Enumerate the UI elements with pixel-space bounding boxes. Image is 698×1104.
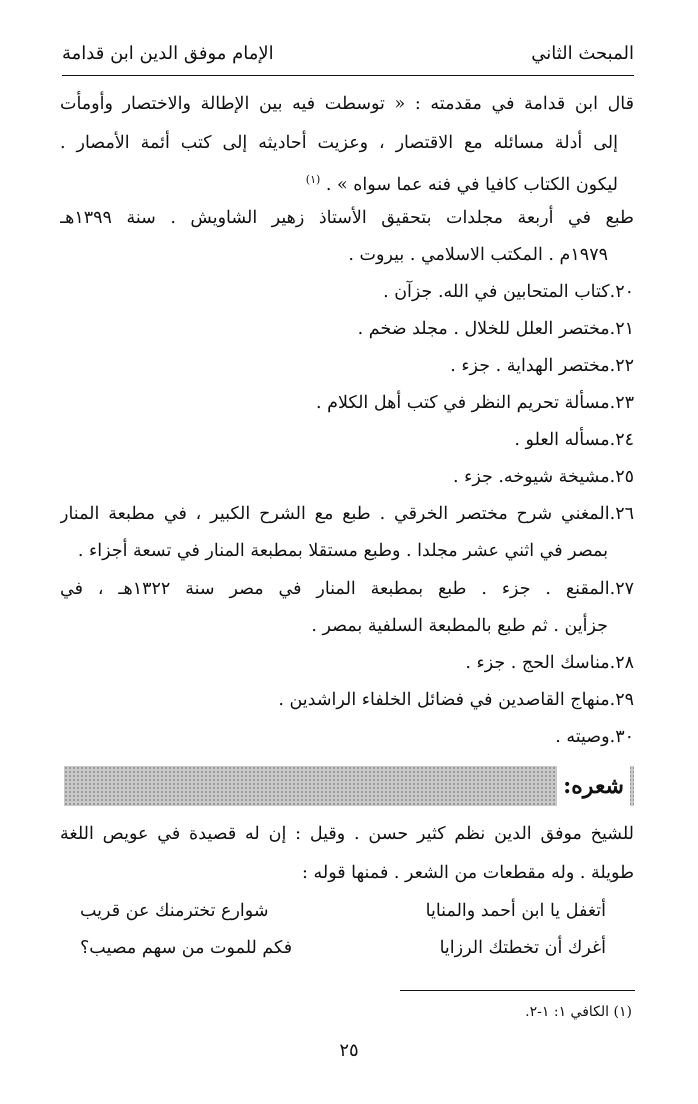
list-item-20: ٢٠.كتاب المتحابين في الله. جزآن . — [383, 282, 634, 302]
text-line-1: قال ابن قدامة في مقدمته : « توسطت فيه بين الإطالة والاختصار وأومأت — [60, 94, 634, 114]
page-number: ٢٥ — [339, 1040, 359, 1061]
header-chapter: المبحث الثاني — [531, 42, 634, 64]
list-item-27-cont: جزأين . ثم طبع بالمطبعة السلفية بمصر . — [311, 616, 608, 636]
text-line-4: طبع في أربعة مجلدات بتحقيق الأستاذ زهير الشاويش . سنة ١٣٩٩هـ — [60, 208, 634, 228]
text-line-2: إلى أدلة مسائله مع الاقتصار ، وعزيت أحاديثه إلى كتب أئمة الأمصار . — [60, 133, 618, 153]
list-item-23: ٢٣.مسألة تحريم النظر في كتب أهل الكلام . — [316, 393, 634, 413]
header-divider — [62, 75, 634, 76]
text-line-3-body: ليكون الكتاب كافيا في فنه عما سواه » . — [325, 174, 618, 195]
text-line-5: ١٩٧٩م . المكتب الاسلامي . بيروت . — [348, 245, 608, 265]
list-item-26-cont: بمصر في اثني عشر مجلدا . وطبع مستقلا بمطبعة المنار في تسعة أجزاء . — [77, 541, 608, 561]
poetry-intro-1: للشيخ موفق الدين نظم كثير حسن . وقيل : إن له قصيدة في عويص اللغة — [60, 824, 634, 844]
list-item-25: ٢٥.مشيخة شيوخه. جزء . — [452, 467, 634, 487]
verse-2-first-hemistich: أغرك أن تخطتك الرزايا — [439, 938, 606, 958]
section-title: شعره: — [557, 766, 630, 806]
list-item-21: ٢١.مختصر العلل للخلال . مجلد ضخم . — [357, 319, 634, 339]
list-item-26: ٢٦.المغني شرح مختصر الخرقي . طبع مع الشرح الكبير ، في مطبعة المنار — [60, 504, 634, 524]
verse-1-second-hemistich: شوارع تخترمنك عن قريب — [80, 901, 269, 921]
section-header-band — [64, 766, 634, 806]
verse-2-second-hemistich: فكم للموت من سهم مصيب؟ — [80, 938, 293, 958]
list-item-29: ٢٩.منهاج القاصدين في فضائل الخلفاء الراشدين . — [278, 690, 634, 710]
list-item-28: ٢٨.مناسك الحج . جزء . — [465, 653, 634, 673]
footnote: (١) الكافي ١: ١-٢. — [525, 1004, 632, 1020]
list-item-30: ٣٠.وصيته . — [555, 727, 634, 747]
text-line-3 — [60, 160, 618, 200]
footnote-divider — [400, 990, 635, 991]
poetry-intro-2: طويلة . وله مقطعات من الشعر . فمنها قوله : — [302, 863, 634, 883]
list-item-22: ٢٢.مختصر الهداية . جزء . — [450, 356, 634, 376]
verse-1-first-hemistich: أتغفل يا ابن أحمد والمنايا — [425, 901, 606, 921]
list-item-27: ٢٧.المقنع . جزء . طبع بمطبعة المنار في مصر سنة ١٣٢٢هـ ، في — [60, 579, 634, 599]
list-item-24: ٢٤.مسأله العلو . — [514, 430, 634, 450]
header-book-title: الإمام موفق الدين ابن قدامة — [62, 42, 274, 64]
footnote-ref: (١) — [305, 173, 321, 186]
running-header — [62, 38, 634, 68]
